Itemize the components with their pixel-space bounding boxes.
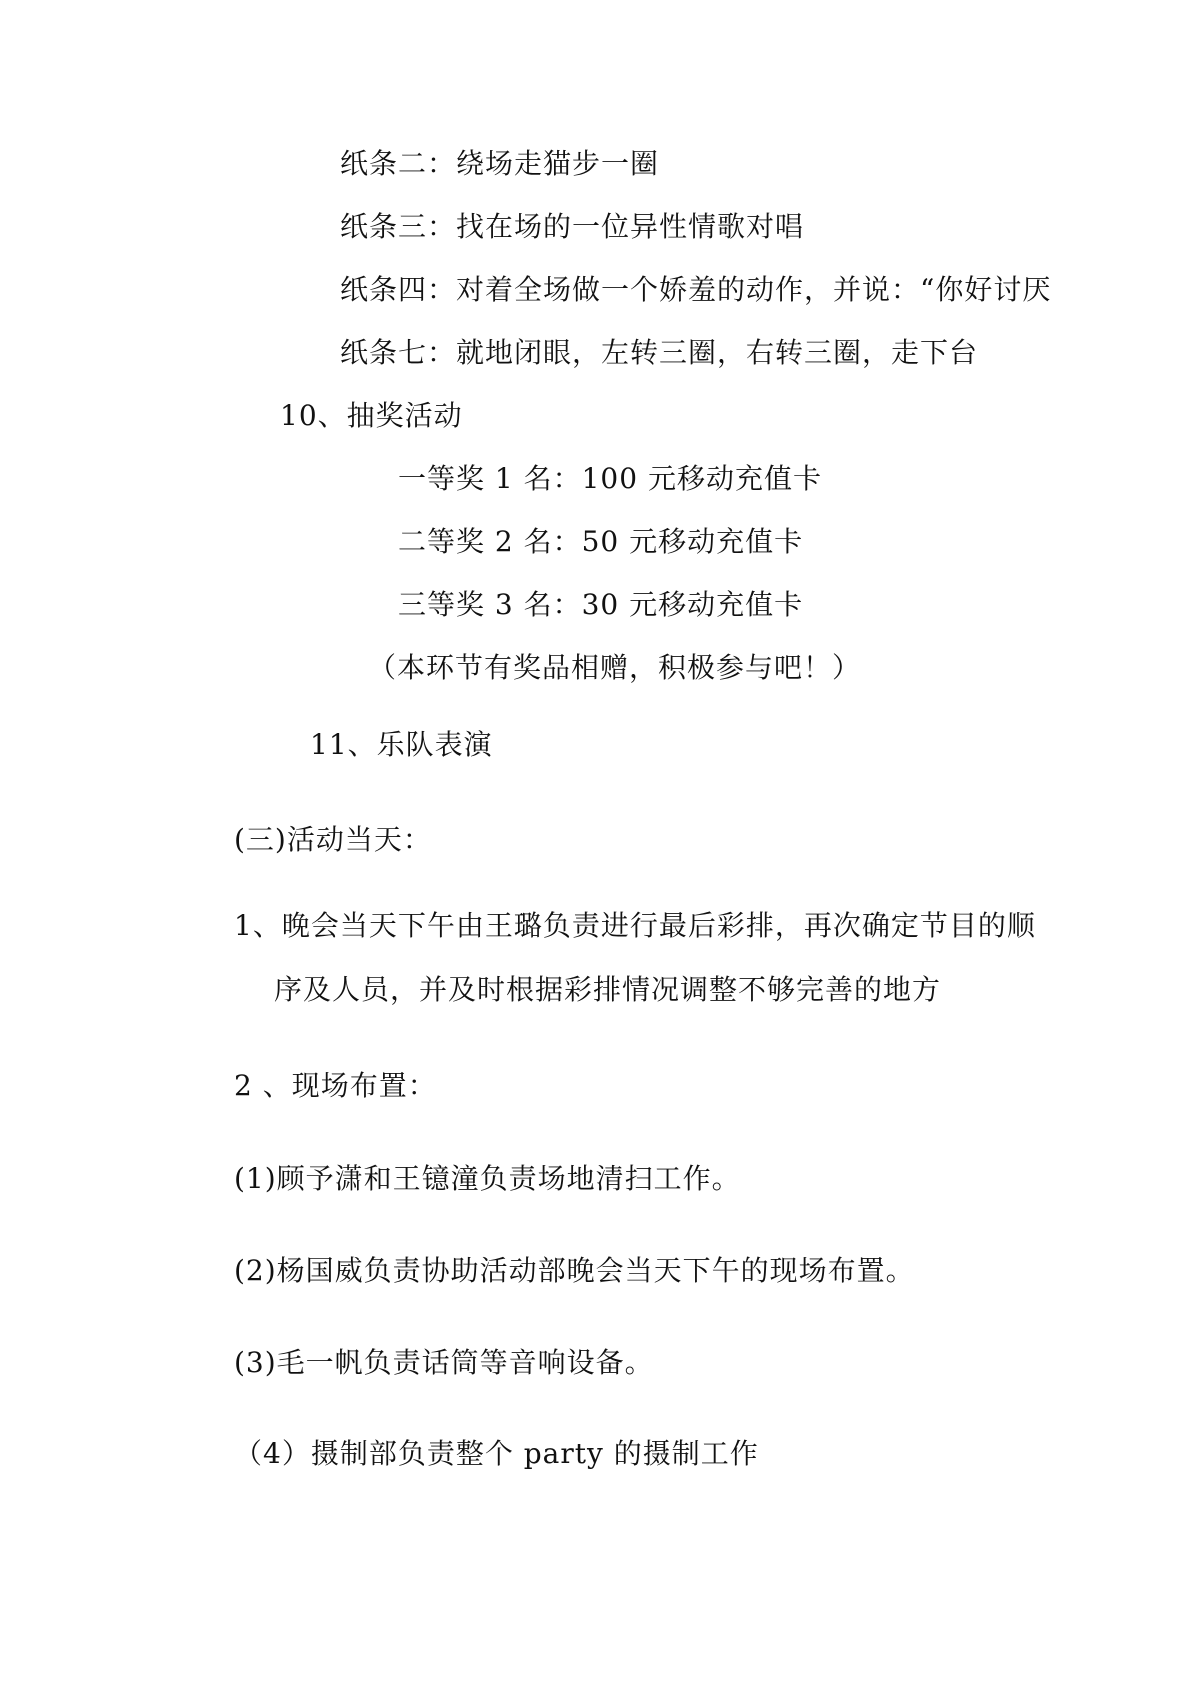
event-day-item-1-line-2: 序及人员，并及时根据彩排情况调整不够完善的地方 <box>274 973 942 1006</box>
lottery-heading: 10、抽奖活动 <box>280 399 463 432</box>
event-day-sub-1: (1)顾予潇和王镱潼负责场地清扫工作。 <box>234 1162 741 1195</box>
lottery-prize-1: 一等奖 1 名：100 元移动充值卡 <box>398 462 822 495</box>
event-day-heading: (三)活动当天： <box>234 823 432 856</box>
event-day-item-2-heading: 2 、现场布置： <box>234 1069 437 1102</box>
event-day-sub-3: (3)毛一帆负责话筒等音响设备。 <box>234 1346 654 1379</box>
band-heading: 11、乐队表演 <box>310 728 493 761</box>
paper-note-3: 纸条三：找在场的一位异性情歌对唱 <box>340 210 805 243</box>
paper-note-4: 纸条四：对着全场做一个娇羞的动作，并说：“你好讨厌 <box>340 273 1052 306</box>
paper-note-2: 纸条二：绕场走猫步一圈 <box>340 147 660 180</box>
lottery-prize-3: 三等奖 3 名：30 元移动充值卡 <box>398 588 804 621</box>
paper-note-7: 纸条七：就地闭眼，左转三圈，右转三圈，走下台 <box>340 336 979 369</box>
event-day-item-1-line-1: 1、晚会当天下午由王璐负责进行最后彩排，再次确定节目的顺 <box>234 909 1036 942</box>
lottery-note: （本环节有奖品相赠，积极参与吧！） <box>368 651 862 684</box>
event-day-sub-4: （4）摄制部负责整个 party 的摄制工作 <box>234 1437 759 1470</box>
lottery-prize-2: 二等奖 2 名：50 元移动充值卡 <box>398 525 804 558</box>
event-day-sub-2: (2)杨国威负责协助活动部晚会当天下午的现场布置。 <box>234 1254 915 1287</box>
